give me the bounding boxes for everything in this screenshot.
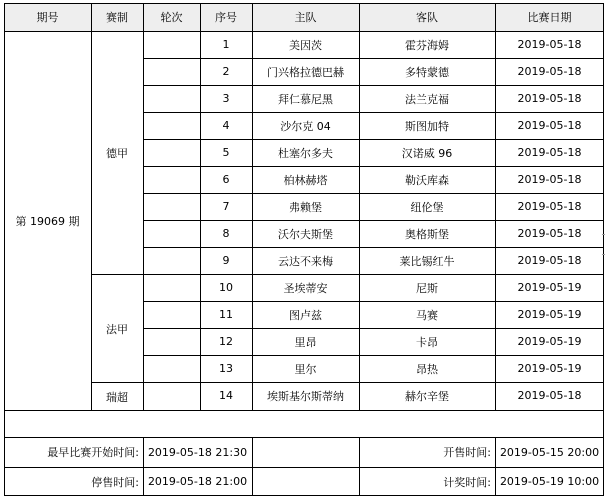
match-date: 2019-05-18 <box>517 65 582 78</box>
home-team: 拜仁慕尼黑 <box>278 92 333 106</box>
sale-start-value: 2019-05-15 20:00 <box>499 445 600 459</box>
grid-line <box>200 3 201 411</box>
match-seq: 6 <box>222 173 230 186</box>
match-date: 2019-05-19 <box>517 308 582 321</box>
round-cell <box>143 112 200 139</box>
away-team: 法兰克福 <box>405 92 449 106</box>
match-date: 2019-05-18 <box>517 200 582 213</box>
grid-line <box>91 3 92 411</box>
match-seq: 9 <box>222 254 230 267</box>
away-team: 勒沃库森 <box>405 173 449 187</box>
round-cell <box>143 58 200 85</box>
away-team: 纽伦堡 <box>410 200 444 214</box>
away-team: 汉诺威 96 <box>401 146 453 160</box>
round-cell <box>143 355 200 382</box>
header-away: 客队 <box>416 11 438 24</box>
match-seq: 2 <box>222 65 230 78</box>
match-seq: 4 <box>222 119 230 132</box>
round-cell <box>143 328 200 355</box>
away-team: 尼斯 <box>416 281 438 295</box>
grid-line <box>143 58 604 59</box>
away-team: 卡昂 <box>416 335 438 349</box>
grid-line <box>4 31 604 32</box>
grid-line <box>143 220 604 221</box>
header-home: 主队 <box>294 11 317 24</box>
away-team: 斯图加特 <box>405 119 449 133</box>
grid-line <box>4 467 604 468</box>
home-team: 里昂 <box>294 335 317 349</box>
grid-line <box>143 3 144 411</box>
header-league: 赛制 <box>106 11 128 24</box>
header-seq: 序号 <box>215 11 237 24</box>
grid-line <box>4 437 604 438</box>
away-team: 马赛 <box>416 308 438 322</box>
league-ligue1: 法甲 <box>106 323 128 336</box>
header-date: 比赛日期 <box>527 11 572 24</box>
match-seq: 13 <box>219 362 233 375</box>
grid-line <box>252 437 253 496</box>
match-date: 2019-05-18 <box>517 389 582 402</box>
match-date: 2019-05-18 <box>517 254 582 267</box>
grid-line <box>91 274 604 275</box>
grid-line <box>143 437 144 496</box>
match-seq: 5 <box>222 146 230 159</box>
grid-line <box>252 3 253 411</box>
grid-line <box>359 3 360 411</box>
match-seq: 8 <box>222 227 230 240</box>
grid-line <box>495 3 496 411</box>
grid-line <box>143 193 604 194</box>
home-team: 弗赖堡 <box>289 200 322 214</box>
grid-line <box>4 3 604 4</box>
round-cell <box>143 85 200 112</box>
home-team: 里尔 <box>294 362 317 376</box>
match-date: 2019-05-18 <box>517 173 582 186</box>
round-cell <box>143 193 200 220</box>
header-round: 轮次 <box>160 11 183 24</box>
header-issue: 期号 <box>36 11 59 24</box>
grid-line <box>4 495 604 496</box>
round-cell <box>143 31 200 58</box>
sale-stop-label: 停售时间: <box>91 475 139 489</box>
match-date: 2019-05-18 <box>517 119 582 132</box>
match-date: 2019-05-19 <box>517 281 582 294</box>
match-date: 2019-05-19 <box>517 362 582 375</box>
grid-line <box>4 410 604 411</box>
away-team: 多特蒙德 <box>405 65 449 79</box>
match-seq: 11 <box>219 308 233 321</box>
home-team: 杜塞尔多夫 <box>278 146 333 160</box>
home-team: 门兴格拉德巴赫 <box>267 65 344 79</box>
prize-calc-value: 2019-05-19 10:00 <box>499 475 600 488</box>
home-team: 图卢兹 <box>289 308 322 322</box>
away-team: 霍芬海姆 <box>405 38 449 52</box>
lottery-schedule-table <box>4 3 604 496</box>
league-swiss: 瑞超 <box>106 390 128 404</box>
match-seq: 1 <box>222 38 230 51</box>
match-date: 2019-05-19 <box>517 335 582 348</box>
home-team: 圣埃蒂安 <box>283 281 328 295</box>
round-cell <box>143 274 200 301</box>
grid-line <box>143 166 604 167</box>
round-cell <box>143 220 200 247</box>
prize-calc-label: 计奖时间: <box>443 475 491 489</box>
earliest-start-value: 2019-05-18 21:30 <box>147 445 248 459</box>
round-cell <box>143 247 200 274</box>
grid-line <box>359 437 360 496</box>
league-bundesliga: 德甲 <box>106 147 128 160</box>
grid-line <box>143 355 604 356</box>
sheet-edge-marker <box>602 254 605 255</box>
match-seq: 14 <box>219 389 233 402</box>
grid-line <box>91 382 604 383</box>
match-seq: 7 <box>222 200 230 213</box>
sheet-edge-marker <box>602 234 605 235</box>
home-team: 云达不来梅 <box>278 254 333 268</box>
home-team: 柏林赫塔 <box>283 173 328 187</box>
sale-stop-value: 2019-05-18 21:00 <box>147 475 248 488</box>
grid-line <box>143 139 604 140</box>
match-seq: 3 <box>222 92 230 105</box>
round-cell <box>143 139 200 166</box>
home-team: 沃尔夫斯堡 <box>278 227 333 241</box>
match-date: 2019-05-18 <box>517 38 582 51</box>
earliest-start-label: 最早比赛开始时间: <box>47 446 139 459</box>
match-date: 2019-05-18 <box>517 146 582 159</box>
match-date: 2019-05-18 <box>517 227 582 240</box>
grid-line <box>143 301 604 302</box>
home-team: 沙尔克 04 <box>280 119 331 133</box>
grid-line <box>143 247 604 248</box>
match-date: 2019-05-18 <box>517 92 582 105</box>
away-team: 赫尔辛堡 <box>405 389 449 403</box>
round-cell <box>143 166 200 193</box>
away-team: 莱比锡红牛 <box>399 254 455 268</box>
match-seq: 12 <box>219 335 233 348</box>
round-cell <box>143 382 200 409</box>
home-team: 埃斯基尔斯蒂纳 <box>267 389 344 403</box>
grid-line <box>143 85 604 86</box>
grid-line <box>495 437 496 496</box>
grid-line <box>143 328 604 329</box>
grid-line <box>4 3 5 496</box>
away-team: 昂热 <box>416 362 438 376</box>
sale-start-label: 开售时间: <box>443 446 491 459</box>
grid-line <box>603 3 604 496</box>
issue-cell: 第 19069 期 <box>15 214 80 228</box>
home-team: 美因茨 <box>289 38 322 52</box>
match-seq: 10 <box>219 281 233 294</box>
grid-line <box>143 112 604 113</box>
away-team: 奥格斯堡 <box>405 227 449 241</box>
round-cell <box>143 301 200 328</box>
